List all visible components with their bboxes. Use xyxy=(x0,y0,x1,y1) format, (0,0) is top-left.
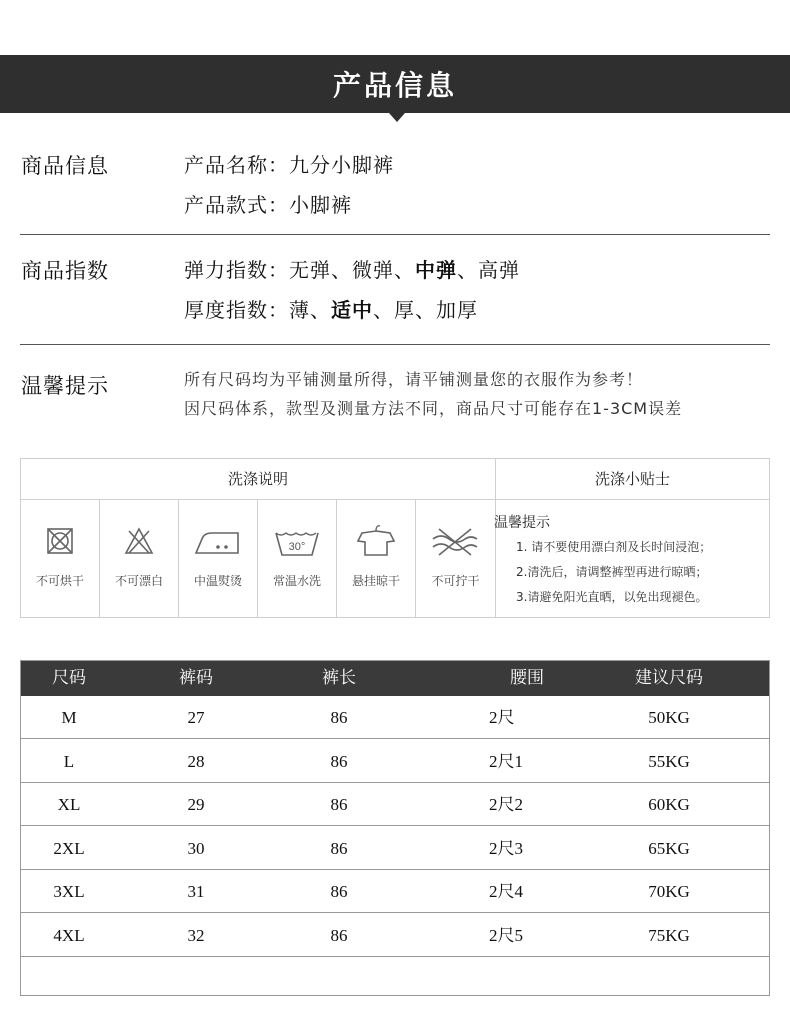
panel-divider xyxy=(495,459,496,617)
column-header: 腰围 xyxy=(510,668,544,688)
elasticity-option: 微弹 xyxy=(352,258,394,282)
care-wash-30 xyxy=(258,499,337,617)
table-cell: 2尺3 xyxy=(489,838,523,858)
table-cell: L xyxy=(63,751,75,771)
index-info-label: 商品指数 xyxy=(21,259,109,283)
care-hang-dry xyxy=(337,499,416,617)
divider xyxy=(20,234,770,235)
tips-heading: 温馨提示 xyxy=(494,515,550,531)
size-table-header xyxy=(21,661,769,696)
thickness-option: 厚 xyxy=(394,298,415,322)
table-cell: 50KG xyxy=(648,708,690,727)
care-no-wring xyxy=(416,499,495,617)
table-cell: 30 xyxy=(187,838,205,858)
table-cell: 31 xyxy=(187,882,205,901)
table-row xyxy=(21,783,769,826)
notice-line-2: 因尺码体系，款型及测量方法不同，商品尺寸可能存在1-3CM误差 xyxy=(184,399,683,418)
column-header: 建议尺码 xyxy=(635,668,703,688)
washing-title: 洗涤说明 xyxy=(21,459,495,500)
medium-iron-icon xyxy=(192,525,244,561)
table-cell: 29 xyxy=(187,795,205,814)
table-cell: 2XL xyxy=(53,838,85,858)
page-title-banner xyxy=(0,55,790,113)
thickness-option: 加厚 xyxy=(436,298,478,322)
product-style-line: 产品款式：小脚裤 xyxy=(184,193,352,217)
table-cell: XL xyxy=(57,795,81,814)
table-row xyxy=(21,870,769,913)
care-label: 不可拧干 xyxy=(431,574,480,588)
wash-30-icon xyxy=(272,525,322,561)
table-cell: M xyxy=(61,708,77,727)
wash-temp: 30° xyxy=(288,541,306,553)
elasticity-prefix: 弹力指数： xyxy=(184,258,289,282)
care-label: 悬挂晾干 xyxy=(351,574,400,588)
notice-line-1: 所有尺码均为平铺测量所得，请平铺测量您的衣服作为参考！ xyxy=(184,370,644,389)
table-cell: 4XL xyxy=(53,925,85,945)
thickness-options xyxy=(289,298,478,322)
table-cell: 27 xyxy=(187,708,205,727)
table-cell: 86 xyxy=(330,708,348,727)
elasticity-option: 高弹 xyxy=(478,258,520,282)
table-row xyxy=(21,914,769,957)
elasticity-options xyxy=(289,258,520,282)
table-cell: 86 xyxy=(330,751,348,771)
table-cell: 86 xyxy=(330,882,348,901)
care-no-tumble-dry xyxy=(21,499,100,617)
page-title: 产品信息 xyxy=(332,69,457,102)
table-cell: 55KG xyxy=(648,751,690,771)
table-cell: 28 xyxy=(187,751,205,771)
elasticity-line xyxy=(184,254,520,283)
product-name-line: 产品名称：九分小脚裤 xyxy=(184,153,394,177)
size-table xyxy=(20,660,770,996)
column-header: 裤码 xyxy=(179,668,213,688)
no-bleach-icon xyxy=(119,525,159,561)
table-cell: 3XL xyxy=(53,882,85,901)
column-header: 裤长 xyxy=(322,668,356,688)
tip-item: 2.清洗后，请调整裤型再进行晾晒； xyxy=(516,565,708,579)
table-cell: 2尺 xyxy=(489,708,515,727)
divider xyxy=(20,344,770,345)
separator: 、 xyxy=(373,298,394,322)
table-cell: 75KG xyxy=(648,925,690,945)
separator: 、 xyxy=(457,258,478,282)
elasticity-option: 无弹 xyxy=(289,258,331,282)
table-cell: 2尺5 xyxy=(489,925,523,945)
care-label: 不可漂白 xyxy=(114,574,163,588)
separator: 、 xyxy=(415,298,436,322)
thickness-prefix: 厚度指数： xyxy=(184,298,289,322)
tips-title: 洗涤小贴士 xyxy=(496,459,769,500)
separator: 、 xyxy=(331,258,352,282)
no-tumble-dry-icon xyxy=(40,525,80,561)
notice-label: 温馨提示 xyxy=(21,374,109,398)
no-wring-icon xyxy=(429,525,481,561)
table-cell: 86 xyxy=(330,795,348,814)
table-cell: 2尺1 xyxy=(489,751,523,771)
table-cell: 2尺4 xyxy=(489,882,523,901)
table-cell: 70KG xyxy=(648,882,690,901)
table-cell: 65KG xyxy=(648,838,690,858)
table-cell: 60KG xyxy=(648,795,690,814)
table-cell: 86 xyxy=(330,925,348,945)
tip-item: 1. 请不要使用漂白剂及长时间浸泡； xyxy=(516,540,712,554)
care-medium-iron xyxy=(179,499,258,617)
care-label: 不可烘干 xyxy=(35,574,84,588)
care-label: 中温熨烫 xyxy=(193,574,242,588)
thickness-option: 适中 xyxy=(331,298,373,322)
table-row xyxy=(21,827,769,870)
banner-pointer xyxy=(389,113,405,122)
care-no-bleach xyxy=(100,499,179,617)
product-info-label: 商品信息 xyxy=(21,154,109,178)
table-row xyxy=(21,740,769,783)
tip-item: 3.请避免阳光直晒，以免出现褪色。 xyxy=(516,590,708,604)
table-cell: 32 xyxy=(187,925,205,945)
care-label: 常温水洗 xyxy=(272,574,321,588)
column-header: 尺码 xyxy=(52,668,86,688)
thickness-line xyxy=(184,294,478,323)
separator: 、 xyxy=(394,258,415,282)
table-cell: 2尺2 xyxy=(489,795,523,814)
separator: 、 xyxy=(310,298,331,322)
thickness-option: 薄 xyxy=(289,298,310,322)
hang-dry-icon xyxy=(354,523,398,561)
elasticity-option: 中弹 xyxy=(415,258,457,282)
table-row xyxy=(21,696,769,739)
table-cell: 86 xyxy=(330,838,348,858)
